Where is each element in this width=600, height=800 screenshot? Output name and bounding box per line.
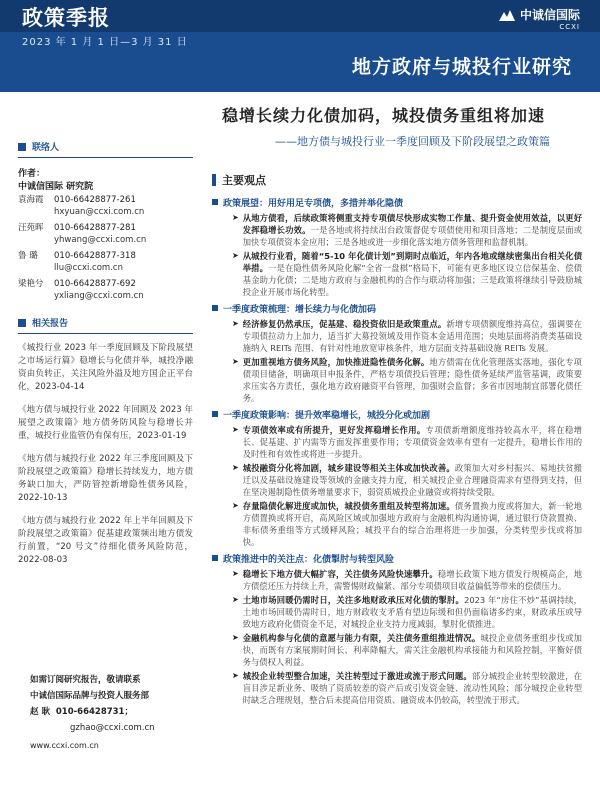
author-email[interactable]: llu@ccxi.com.cn [54, 263, 123, 273]
website-link[interactable]: www.ccxi.com.cn [30, 741, 99, 750]
bullet-lead: 城投企业转型整合加速，关注转型过于激进或流于形式问题。 [242, 671, 472, 681]
bullet-text: 城投企业债务重组步伐或加快，而既有方案展期时间长、利率降幅大，需关注金融机构承接能力和风险控制，平衡好债务与债权人利益。 [242, 633, 582, 667]
report-icon [18, 319, 26, 327]
bullet-lead: 存量隐债化解进度或加快，城投债务重组及转型将加速。 [242, 501, 455, 511]
bullet-item [212, 356, 582, 404]
author-phone: 010-66428877-692 [54, 279, 136, 289]
industry-title: 地方政府与城投行业研究 [351, 56, 572, 78]
bullet-text: 稳增长政策下地方债发行规模高企，地方债偿还压力持续上升，需警惕财政偏紧、部分专项债项目收益偏低等带来的偿债压力。 [242, 569, 582, 591]
bullet-item [212, 250, 582, 298]
arrow-bullet-icon: ➤ [232, 251, 239, 260]
bullet-text: 一是在隐性债务风险化解“全省一盘棋”格局下，可能有更多地区设立信保基金、偿债基金助力化债；二是地方政府与金融机构的合作与联动将加强；三是政策将继续引导鼓励城投企业开展市场化转型。 [242, 263, 582, 297]
section-heading-text: 政策展望：用好用足专项债，多措并举化隐债 [223, 199, 404, 209]
section-heading-text: 一季度政策梳理：增长续力与化债加码 [223, 305, 377, 315]
report-title: 稳增长续力化债加码，城投债务重组将加速 [222, 106, 546, 125]
author-label: 作者： [18, 169, 46, 179]
arrow-bullet-icon: ➤ [232, 633, 239, 642]
section-heading-text: 一季度政策影响：提升效率稳增长，城投分化或加剧 [223, 411, 431, 421]
bullet-text: 地方债需在优化管理落实落地，强化专项债项目储备，明确项目申报条件，严格专项债投后管理；隐性债务延续严监管基调，政策要求压实各方责任，强化地方政府融资平台管理，加强财会监督；多省市因地制宜部署化债任务。 [242, 357, 582, 403]
section-heading [212, 196, 582, 209]
bullet-text: 专项债新增额度维持较高水平，将在稳增长、促基建、扩内需等方面发挥重要作用；专项债资金效率有望有一定提升，稳增长作用的及时性和有效性或将进一步提升。 [242, 425, 582, 459]
arrow-bullet-icon: ➤ [232, 671, 239, 680]
related-report-link[interactable]: 《地方债与城投行业 2022 年上半年回顾及下阶段展望之政策篇》促基建政策频出地方债发行前置，“20 号文”待细化债务风险防范，2022-08-03 [18, 516, 193, 565]
square-bullet-icon [212, 305, 218, 311]
author-name: 梁艳兮 [18, 279, 44, 289]
arrow-bullet-icon: ➤ [232, 425, 239, 434]
bullet-text: 新增专项债额度维持高位，强调要在专项债拉动力上加力，适当扩大募投领域及用作资本金适用范围；央地层面将消费类基础设施纳入 REITs 范围、有针对性地放宽审核条件，地方层面支持基础设施 REITs 发展。 [242, 319, 582, 353]
bullet-lead: 土地市场回暖仍需时日，关注多地财政承压对化债的掣肘。 [242, 595, 465, 605]
arrow-bullet-icon: ➤ [232, 595, 239, 604]
bullet-item [212, 424, 582, 460]
square-bullet-icon [212, 555, 218, 561]
related-report-link[interactable]: 《地方债与城投行业 2022 年三季度回顾及下阶段展望之政策篇》稳增长持续发力，地方债务缺口加大，严防管控新增隐性债务风险，2022-10-13 [18, 454, 193, 503]
key-points-title: 主要观点 [222, 174, 266, 187]
contact-section-head [18, 140, 193, 158]
bullet-lead: 专项债效率或有所提升，更好发挥稳增长作用。 [242, 425, 426, 435]
arrow-bullet-icon: ➤ [232, 569, 239, 578]
author-entry [18, 194, 193, 218]
subscription-contact [30, 672, 180, 754]
section-heading [212, 408, 582, 421]
author-email[interactable]: hxyuan@ccxi.com.cn [54, 207, 145, 217]
section-heading [212, 302, 582, 315]
bullet-lead: 稳增长下地方债大幅扩容，关注债务风险快速攀升。 [242, 569, 438, 579]
bullet-text: 政策加大对乡村振兴、易地扶贫搬迁以及基础设施建设等领域的金融支持力度，相关城投企业合理融资需求有望得到支持，但在坚决遏制隐性债务增量要求下，弱资质城投企业融资或将持续受限。 [242, 463, 582, 497]
author-org: 中诚信国际 研究院 [18, 182, 94, 192]
related-section-head [18, 316, 193, 334]
related-section-title: 相关报告 [32, 319, 69, 329]
report-subtitle: ——地方债与城投行业一季度回顾及下阶段展望之政策篇 [275, 135, 550, 148]
contact-line2: 中诚信国际品牌与投资人服务部 [30, 691, 150, 701]
contact-line1: 如需订阅研究报告，敬请联系 [30, 675, 141, 685]
contact-person-icon [18, 143, 26, 151]
related-report-link[interactable]: 《地方债与城投行业 2022 年回顾及 2023 年展望之政策篇》地方债务防风险与稳增长并重，城投行业监管仍有保有压，2023-01-19 [18, 405, 193, 441]
author-entry [18, 250, 193, 274]
bullet-text: 2023 年“房住不炒”基调持续，土地市场回暖仍需时日，地方财政收支矛盾有望边际缓和但仍面临诸多约束，财政承压或导致地方政府化债资金不足，对城投企业支持力度减弱，掣肘化债推进。 [242, 595, 582, 629]
bullet-text: 部分城投企业转型较激进，在盲目涉足新业务、吸纳了资质较差的资产后或引发资金链、流动性风险；部分城投企业转型时缺乏合理规划，整合后未提高信用资质、融资成本仍较高，转型流于形式。 [242, 671, 582, 705]
bullet-lead: 从地方债看，后续政策将侧重支持专项债尽快形成实物工作量、提升资金使用效益，以更好发挥稳增长功效。 [242, 213, 582, 235]
author-email[interactable]: yhwang@ccxi.com.cn [54, 235, 147, 245]
bullet-lead: 从城投行业看，随着“5-10 年化债计划”到期时点临近，年内各地或继续密集出台相关化债举措。 [242, 251, 582, 273]
author-phone: 010-66428877-261 [54, 195, 136, 205]
report-type: 政策季报 [22, 6, 110, 30]
related-reports [18, 316, 193, 567]
bullet-lead: 金融机构参与化债的意愿与能力有限，关注债务重组推进情况。 [242, 633, 481, 643]
section-heading-text: 政策推进中的关注点：化债掣肘与转型风险 [223, 555, 395, 565]
bullet-lead: 城投融资分化将加剧，城乡建设等相关主体或加快改善。 [242, 463, 455, 473]
logo-icon [498, 8, 516, 22]
arrow-bullet-icon: ➤ [232, 213, 239, 222]
bullet-item [212, 594, 582, 630]
sidebar [18, 140, 193, 577]
author-phone: 010-66428877-281 [54, 223, 136, 233]
author-phone: 010-66428877-318 [54, 251, 136, 261]
key-points-marker [212, 174, 216, 186]
author-name: 汪苑晖 [18, 223, 44, 233]
bullet-lead: 经济修复仍然承压，促基建、稳投资依旧是政策重点。 [242, 319, 447, 329]
author-name: 鲁 璐 [18, 251, 38, 261]
contact-person: 赵 耿 [30, 707, 50, 717]
section-heading [212, 552, 582, 565]
arrow-bullet-icon: ➤ [232, 501, 239, 510]
logo-brand: 中诚信国际 [519, 8, 580, 22]
contact-section-title: 联络人 [32, 143, 60, 153]
author-entry [18, 222, 193, 246]
key-points-head [212, 172, 582, 188]
author-entry [18, 278, 193, 302]
key-points [212, 172, 582, 708]
square-bullet-icon [212, 411, 218, 417]
bullet-item [212, 500, 582, 548]
bullet-item [212, 670, 582, 706]
brand-logo [498, 4, 580, 31]
bullet-text: 债务置换力度或将加大，新一轮地方债置换或将开启，高风险区域或加强地方政府与金融机构沟通协调，通过银行贷款置换、非标债务重组等方式缓释风险；城投平台的综合治理将进一步加强，分类转型步伐或将加快。 [242, 501, 582, 547]
header-band [0, 0, 600, 92]
author-name: 袁海霞 [18, 195, 44, 205]
square-bullet-icon [212, 199, 218, 205]
contact-email[interactable]: gzhao@ccxi.com.cn [70, 723, 155, 733]
bullet-item [212, 318, 582, 354]
related-report-link[interactable]: 《城投行业 2023 年一季度回顾及下阶段展望之市场运行篇》稳增长与化债并举，城投净融资由负转正，关注风险外溢及地方国企正平台化，2023-04-14 [18, 343, 193, 392]
bullet-item [212, 212, 582, 248]
bullet-item [212, 632, 582, 668]
report-date: 2023 年 1 月 1 日—3 月 31 日 [22, 37, 188, 48]
author-email[interactable]: yxliang@ccxi.com.cn [54, 291, 144, 301]
bullet-item [212, 568, 582, 592]
arrow-bullet-icon: ➤ [232, 319, 239, 328]
arrow-bullet-icon: ➤ [232, 357, 239, 366]
logo-sub: CCXI [559, 23, 580, 31]
bullet-item [212, 462, 582, 498]
bullet-text: 一是各地或将持续出台政策督促专项债使用和项目落地；二是制度层面或加快专项债资本金应用；三是各地或进一步细化落实地方债务管理和监督机制。 [242, 225, 582, 247]
bullet-lead: 更加重视地方债务风险，加快推进隐性债务化解。 [242, 357, 430, 367]
contact-phone: 010-66428731； [55, 707, 133, 717]
arrow-bullet-icon: ➤ [232, 463, 239, 472]
